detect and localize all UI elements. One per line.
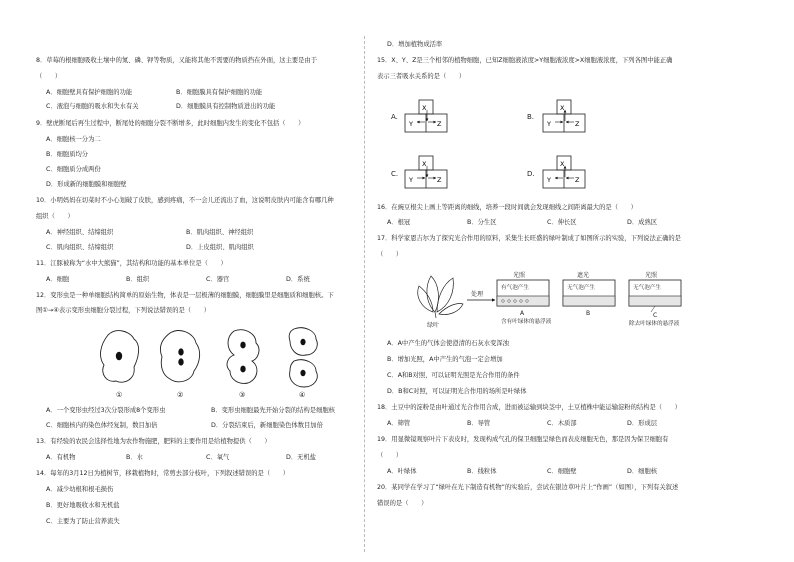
q15-letter-c: C. <box>391 170 399 178</box>
tube-c-inner-label: 无气泡产生 <box>633 285 661 291</box>
q10-stem-line1: 10．小明妈妈在切菜时不小心划破了皮肤，感到疼痛，不一会儿还流出了血，这说明皮肤内可能含有哪几种 <box>36 197 334 204</box>
q16-option-c: C．伸长区 <box>547 219 577 226</box>
tube-a-top-label: 光照 <box>513 272 526 279</box>
q11-stem: 11．江豚被称为“水中大熊猫”，其结构和功能的基本单位是（ ） <box>36 260 227 267</box>
q14-stem: 14．每年的3月12日为植树节，移栽植物时，常剪去部分枝叶，下列叙述错误的是（ ） <box>36 470 290 477</box>
cell-label-z: Z <box>575 176 580 184</box>
q17-experiment-figure <box>417 268 717 334</box>
cell-label-z: Z <box>437 176 442 184</box>
q12-option-d: D．分裂结束后，新细胞染色体数目加倍 <box>211 422 323 429</box>
q9-option-a: A．细胞核一分为二 <box>46 136 101 143</box>
amoeba-label-4: ④ <box>299 391 306 399</box>
q8-stem-line1: 8．草莓的根细胞吸收土壤中的氮、磷、钾等物质，又能将其他不需要的物质挡在外面，这主要是由于 <box>36 57 318 64</box>
cell-label-z: Z <box>437 120 442 128</box>
q8-stem-line2: （ ） <box>36 73 62 80</box>
tube-a <box>497 271 552 325</box>
q10-option-b: B．肌肉组织、神经组织 <box>186 229 254 236</box>
process-label: 处理 <box>471 291 484 298</box>
q13-option-c: C．氧气 <box>206 454 230 461</box>
cell-label-x: X <box>560 104 565 112</box>
q14-option-d: D．增加植物成活率 <box>387 41 443 48</box>
tube-c-sub-label: 除去叶绿体的悬浮液 <box>629 321 680 327</box>
q18-option-a: A．筛管 <box>387 420 411 427</box>
q15-letter-d: D. <box>527 170 535 178</box>
q18-option-c: C．木质部 <box>547 420 577 427</box>
tube-c <box>629 271 681 327</box>
q16-option-b: B．分生区 <box>467 219 497 226</box>
cell-label-x: X <box>422 104 427 112</box>
q14-option-b: B．更好地吸收水和无机盐 <box>46 502 120 509</box>
column-divider <box>364 36 365 552</box>
q9-stem: 9．壁虎断尾后再生过程中，断尾处的细胞分裂不断增多，此时细胞内发生的变化不包括（ ） <box>36 120 305 127</box>
q14-option-c: C．主要为了防止营养流失 <box>46 518 120 525</box>
q20-stem-line2: 错误的是（ ） <box>377 500 428 507</box>
q20-stem-line1: 20．某同学在学习了“绿叶在光下制造有机物”的实验后，尝试在银边草叶片上“作画”（如图），下列有关叙述 <box>377 484 679 491</box>
q19-stem-line1: 19．用显微镜观察叶片下表皮时，发现构成气孔的保卫细胞呈绿色而表皮细胞无色，那是因为保卫细胞有 <box>377 436 669 443</box>
amoeba-stage-4 <box>289 328 317 387</box>
q19-option-a: A．叶绿体 <box>387 468 417 475</box>
q17-option-c: C．A和B对照，可以证明光照是光合作用的条件 <box>387 372 520 379</box>
cell-label-z: Z <box>575 120 580 128</box>
q15-diagram-a <box>391 100 447 132</box>
q15-diagram-d <box>527 156 585 188</box>
amoeba-label-1: ① <box>116 391 123 399</box>
cell-label-y: Y <box>547 120 551 128</box>
q15-letter-b: B. <box>527 113 535 121</box>
tube-c-caption: C <box>653 312 658 319</box>
amoeba-stage-2 <box>160 331 199 382</box>
q19-option-c: C．细胞壁 <box>547 468 577 475</box>
q12-option-c: C．细胞核内的染色体经复制，数目加倍 <box>46 422 158 429</box>
amoeba-label-3: ③ <box>239 391 246 399</box>
q12-stem-line1: 12．变形虫是一种单细胞结构简单的原始生物，体表是一层极薄的细胞膜，细胞膜里是细胞质和细胞核。下 <box>36 292 334 299</box>
q10-option-a: A．神经组织、结缔组织 <box>46 229 114 236</box>
q15-diagram-b <box>527 100 585 132</box>
tube-b-top-label: 遮光 <box>577 272 590 279</box>
q10-stem-line2: 组织（ ） <box>36 213 74 220</box>
cell-label-y: Y <box>547 176 551 184</box>
q16-option-a: A．根冠 <box>387 219 411 226</box>
q17-stem-line2: （ ） <box>377 251 403 258</box>
q12-option-a: A．一个变形虫经过3次分裂形成8个变形虫 <box>46 407 166 414</box>
tube-a-sub-label: 含有叶绿体的悬浮液 <box>501 319 552 325</box>
q15-diagram-c <box>391 156 447 188</box>
cell-label-x: X <box>422 160 427 168</box>
q16-stem: 16．在豌豆根尖上画上等距离的细线，培养一段时间就会发现细线之间距离最大的是（ ） <box>377 204 637 211</box>
q15-letter-a: A. <box>391 113 398 121</box>
q13-option-d: D．无机盐 <box>286 454 317 461</box>
q19-option-b: B．线粒体 <box>467 468 497 475</box>
green-leaves-illustration <box>418 276 463 318</box>
q15-stem-line1: 15．X、Y、Z是三个相邻的植物细胞，已知Z细胞液浓度>Y细胞液浓度>X细胞液浓度，下列各图中能正确 <box>377 57 673 64</box>
q18-stem: 18．土豆中的淀粉是由叶通过光合作用合成，进而被运输到块茎中，土豆植株中能运输淀粉的结构是（ ） <box>377 404 681 411</box>
q15-cell-diagrams <box>391 88 711 200</box>
q13-stem: 13．有经验的农民会选择性地为农作物施肥，肥料的主要作用是给植物提供（ ） <box>36 438 271 445</box>
q18-option-d: D．形成层 <box>627 420 658 427</box>
amoeba-stage-3 <box>227 330 259 384</box>
q12-stem-line2: 图①→④表示变形虫细胞分裂过程，下列说法错误的是（ ） <box>36 307 210 314</box>
q8-option-c: C．液泡与细胞的吸水和失水有关 <box>46 103 139 110</box>
q8-option-b: B．细胞膜具有保护细胞的功能 <box>176 89 263 96</box>
amoeba-division-figure <box>96 325 336 403</box>
q10-option-d: D．上皮组织、肌肉组织 <box>186 244 254 251</box>
q10-option-c: C．肌肉组织、结缔组织 <box>46 244 114 251</box>
q15-stem-line2: 表示三者吸水关系的是（ ） <box>377 73 466 80</box>
q13-option-b: B．水 <box>126 454 143 461</box>
leaf-label: 绿叶 <box>427 322 440 329</box>
cell-label-y: Y <box>409 120 413 128</box>
amoeba-stage-1 <box>101 331 139 383</box>
q12-option-b: B．变形虫细胞最先开始分裂的结构是细胞核 <box>211 407 335 414</box>
q16-option-d: D．成熟区 <box>627 219 658 226</box>
cell-label-y: Y <box>409 176 413 184</box>
q11-option-c: C．器官 <box>206 276 230 283</box>
q17-option-a: A．A中产生的气体会使澄清的石灰水变浑浊 <box>387 340 509 347</box>
tube-a-caption: A <box>520 310 525 317</box>
q11-option-b: B．组织 <box>126 276 150 283</box>
q9-option-c: C．细胞质分成两份 <box>46 166 101 173</box>
q11-option-a: A．细胞 <box>46 276 70 283</box>
tube-b-caption: B <box>586 310 591 317</box>
q11-option-d: D．系统 <box>286 276 310 283</box>
q8-option-a: A．细胞壁具有保护细胞的功能 <box>46 89 133 96</box>
q9-option-d: D．形成新的细胞膜和细胞壁 <box>46 181 127 188</box>
q19-stem-line2: （ ） <box>377 452 403 459</box>
q14-option-a: A．减少幼根和根毛损伤 <box>46 486 114 493</box>
amoeba-label-2: ② <box>177 391 184 399</box>
q19-option-d: D．细胞核 <box>627 468 658 475</box>
q18-option-b: B．导管 <box>467 420 491 427</box>
q8-option-d: D．细胞膜具有控制物质进出的功能 <box>176 103 276 110</box>
tube-b <box>563 271 615 317</box>
tube-a-inner-label: 有气泡产生 <box>501 285 529 291</box>
q17-option-d: D．B和C对照，可以证明光合作用的场所是叶绿体 <box>387 388 527 395</box>
q13-option-a: A．有机物 <box>46 454 76 461</box>
q17-stem-line1: 17．科学家恩吉尔为了探究光合作用的原料，采集生长旺盛的绿叶制成了如图所示的实验，下列说法正确的是 <box>377 235 681 242</box>
tube-c-top-label: 光照 <box>645 272 658 279</box>
q17-option-b: B．增加光照，A中产生的气泡一定会增加 <box>387 356 503 363</box>
q9-option-b: B．细胞质均分 <box>46 151 89 158</box>
cell-label-x: X <box>560 160 565 168</box>
tube-b-inner-label: 无气泡产生 <box>567 285 595 291</box>
